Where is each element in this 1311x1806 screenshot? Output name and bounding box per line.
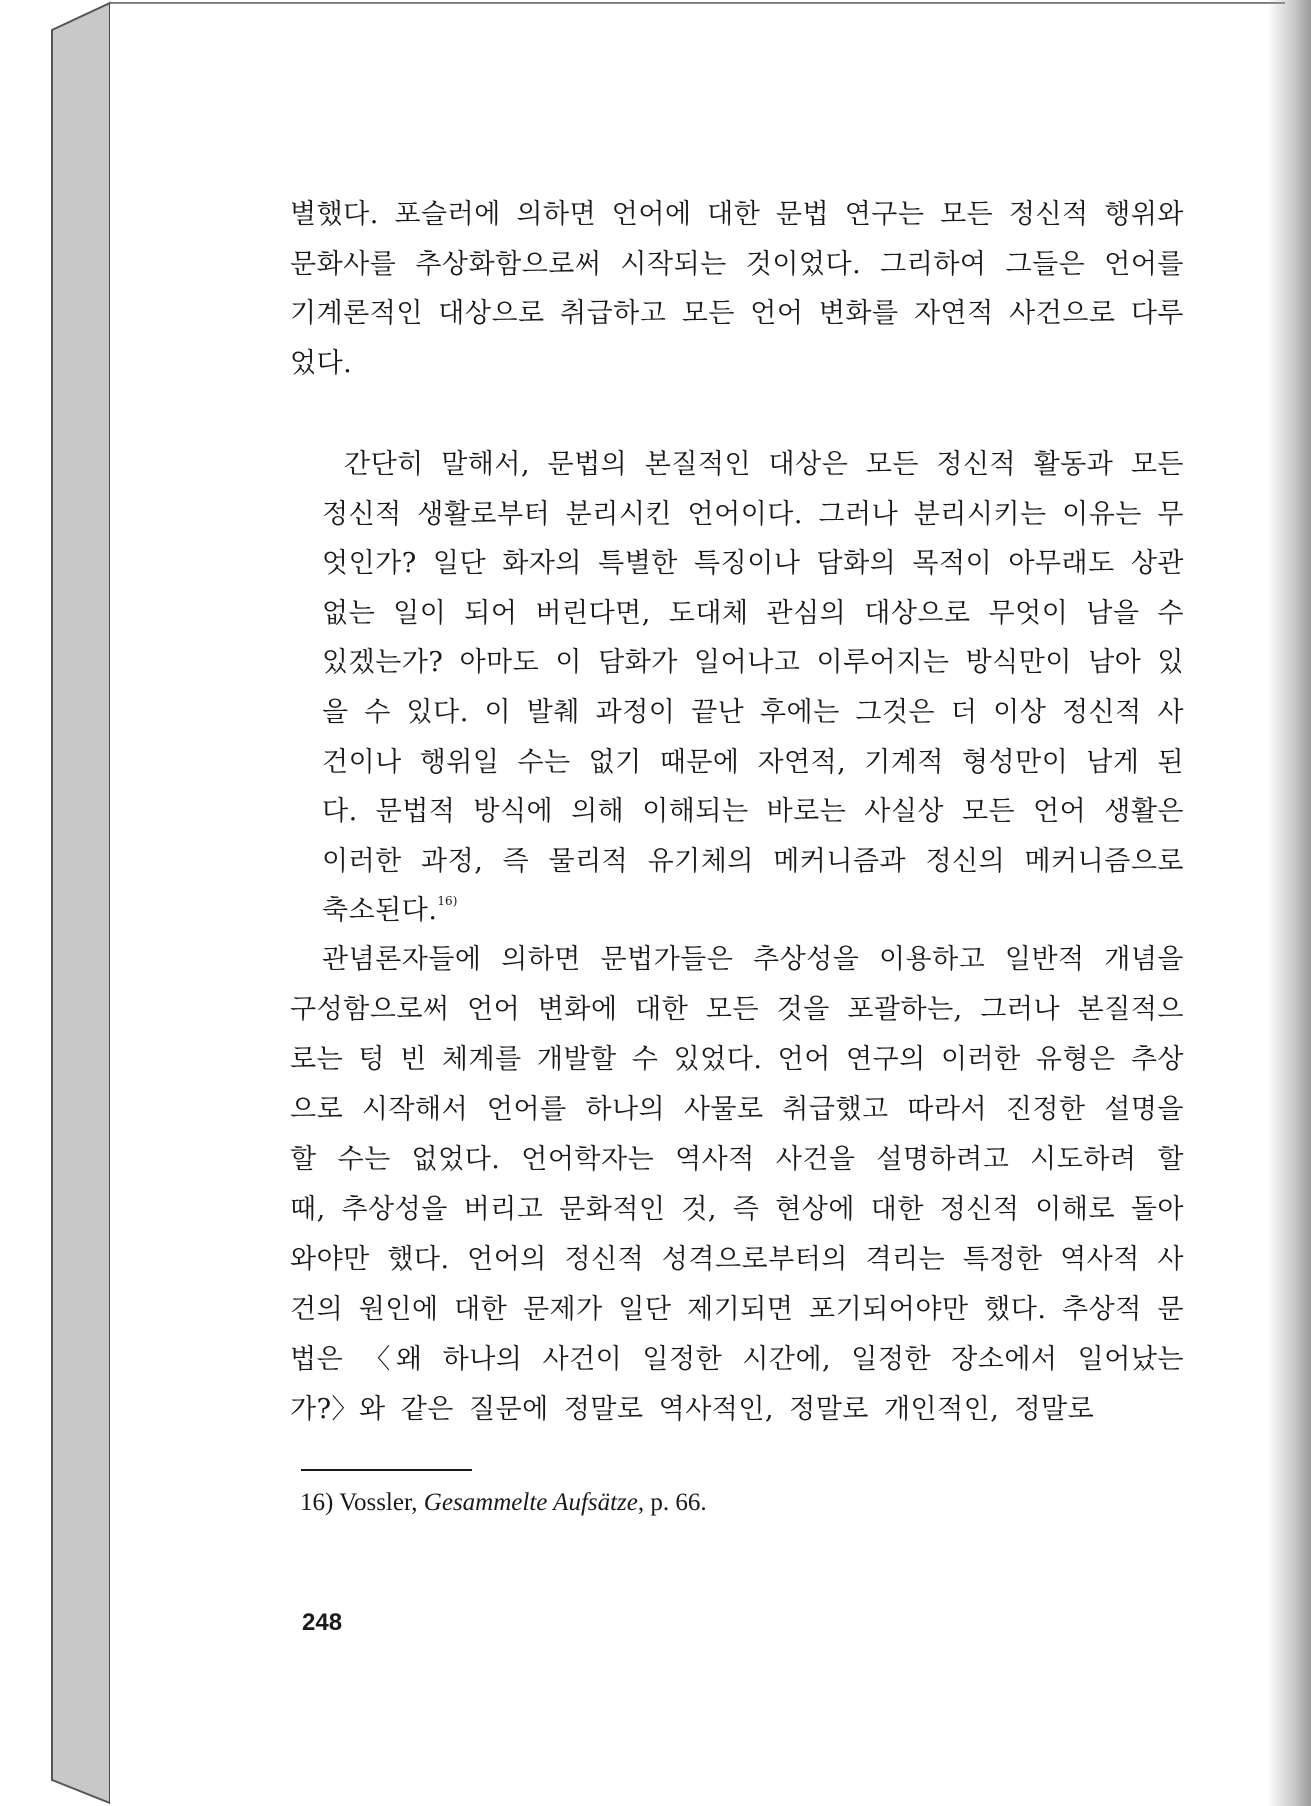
footnote-number: 16): [300, 1489, 334, 1516]
quote-text: 간단히 말해서, 문법의 본질적인 대상은 모든 정신적 활동과 모든 정신적 생활로부터 분리시킨 언어이다. 그러나 분리시키는 이유는 무엇인가? 일단 화자의 특별한 특징이나 담화의 목적이 아무래도 상관없는 일이 되어 버린다면, 도대체 관심의 대상으로 무엇이 남을 수 있겠는가? 아마도 이 담화가 일어나고 이루어지는 방식만이 남아 있을 수 있다. 이 발췌 과정이 끝난 후에는 그것은 더 이상 정신적 사건이나 행위일 수는 없기 때문에 자연적, 기계적 형성만이 남게 된다. 문법적 방식에 의해 이해되는 바로는 사실상 모든 언어 생활은 이러한 과정, 즉 물리적 유기체의 메커니즘과 정신의 메커니즘으로 축소된다.: [322, 449, 1184, 927]
footnote-16: [300, 1488, 1180, 1518]
paragraph-1-text: 별했다. 포슬러에 의하면 언어에 대한 문법 연구는 모든 정신적 행위와 문화사를 추상화함으로써 시작되는 것이었다. 그리하여 그들은 언어를 기계론적인 대상으로 취급하고 모든 언어 변화를 자연적 사건으로 다루었다.: [290, 199, 1184, 379]
footnote-author: Vossler,: [339, 1489, 418, 1516]
footnote-reference-16: 16): [437, 894, 458, 909]
quote-paragraph: [322, 440, 1184, 936]
paragraph-2-text: 관념론자들에 의하면 문법가들은 추상성을 이용하고 일반적 개념을 구성함으로써 언어 변화에 대한 모든 것을 포괄하는, 그러나 본질적으로는 텅 빈 체계를 개발할 수 있었다. 언어 연구의 이러한 유형은 추상으로 시작해서 언어를 하나의 사물로 취급했고 따라서 진정한 설명을 할 수는 없었다. 언어학자는 역사적 사건을 설명하려고 시도하려 할 때, 추상성을 버리고 문화적인 것, 즉 현상에 대한 정신적 이해로 돌아와야만 했다. 언어의 정신적 성격으로부터의 격리는 특정한 역사적 사건의 원인에 대한 문제가 일단 제기되면 포기되어야만 했다. 추상적 문법은 〈왜 하나의 사건이 일정한 시간에, 일정한 장소에서 일어났는가?〉와 같은 질문에 정말로 역사적인, 정말로 개인적인, 정말로: [290, 944, 1184, 1425]
body-paragraph-1: [290, 190, 1184, 388]
page-edge-shadow: [1267, 0, 1311, 1806]
block-quote: [322, 440, 1184, 936]
footnote-page: , p. 66.: [637, 1489, 707, 1516]
footnote-title: Gesammelte Aufsätze: [423, 1489, 638, 1516]
footnote-divider: [301, 1469, 472, 1471]
page-number: 248: [302, 1609, 343, 1636]
body-paragraph-2: [290, 935, 1184, 1435]
